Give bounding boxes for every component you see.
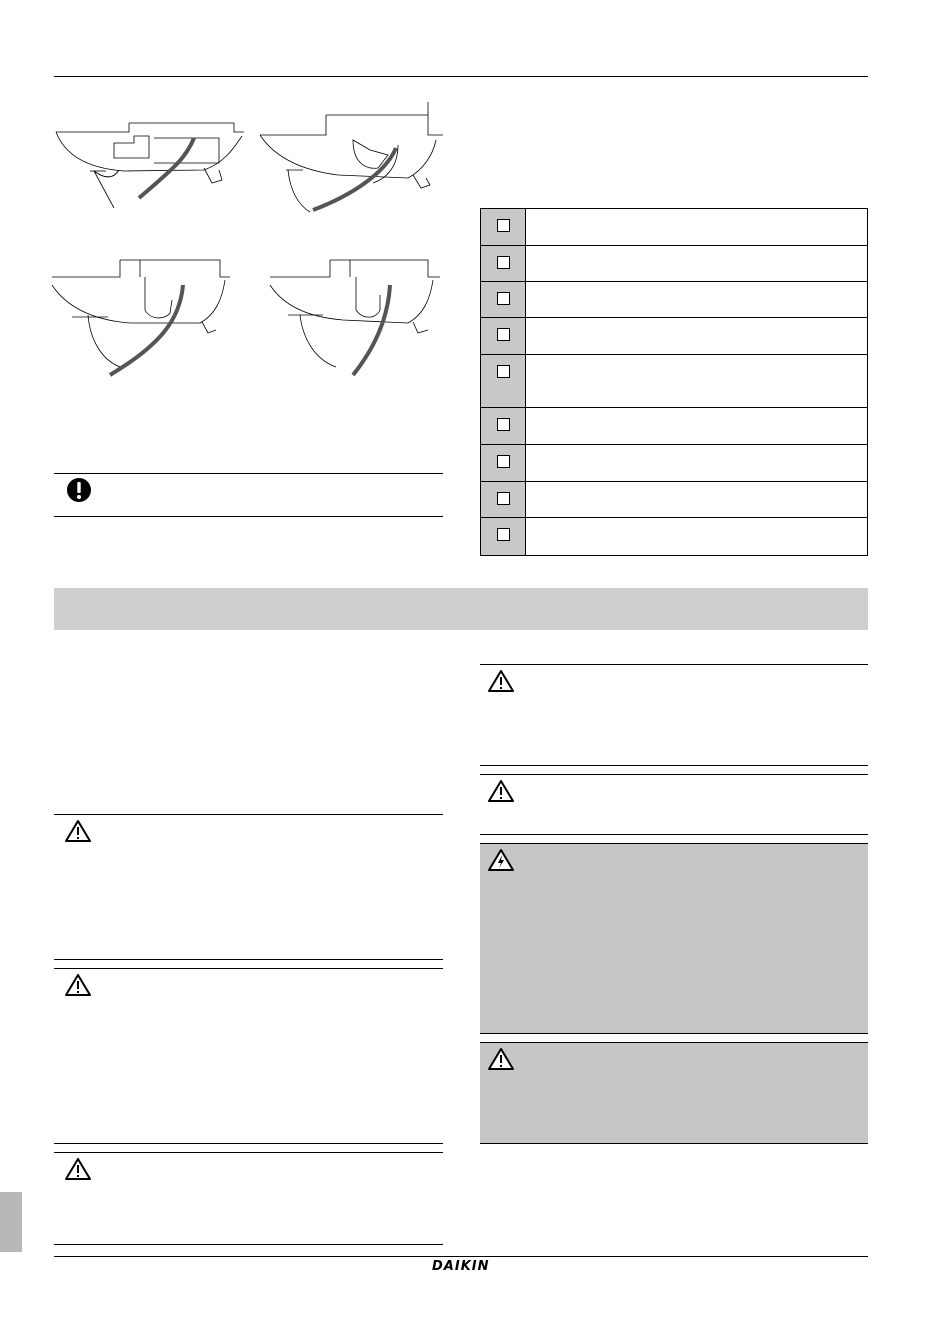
notice-bottom-rule — [54, 516, 443, 517]
warning-rule — [480, 1033, 868, 1034]
checklist-row-text — [526, 246, 867, 281]
language-side-tab — [0, 1192, 22, 1252]
checklist-row-text — [526, 355, 867, 407]
warning-triangle-icon — [64, 973, 92, 1002]
daikin-logo: DAIKIN — [432, 1259, 490, 1274]
checkbox[interactable] — [497, 256, 510, 269]
warning-triangle-icon — [64, 1157, 92, 1186]
checklist-row-text — [526, 282, 867, 317]
checklist-row-text — [526, 445, 867, 481]
warning-triangle-icon — [487, 669, 515, 698]
warning-rule — [480, 765, 868, 766]
warning-rule — [480, 1042, 868, 1043]
warning-rule — [480, 834, 868, 835]
figure-drain-angle-3 — [50, 255, 240, 380]
warning-rule — [480, 843, 868, 844]
warning-rule — [54, 968, 443, 969]
notice-top-rule — [54, 473, 443, 474]
header-rule — [54, 76, 868, 77]
exclamation-circle-icon — [66, 477, 92, 508]
warning-rule — [54, 1244, 443, 1245]
checkbox[interactable] — [497, 528, 510, 541]
warning-rule — [54, 1152, 443, 1153]
warning-rule — [480, 1143, 868, 1144]
checklist-row — [481, 318, 867, 355]
warning-rule — [54, 1143, 443, 1144]
checklist-row-text — [526, 209, 867, 245]
warning-rule — [54, 959, 443, 960]
warning-rule — [480, 774, 868, 775]
checklist-row — [481, 518, 867, 555]
checklist-row — [481, 482, 867, 518]
warning-rule — [480, 664, 868, 665]
warning-triangle-icon — [487, 1047, 515, 1076]
figure-drain-angle-4 — [268, 255, 443, 385]
checkbox[interactable] — [497, 328, 510, 341]
checklist-row-text — [526, 518, 867, 555]
checklist-row-text — [526, 408, 867, 444]
figure-drain-angle-2 — [258, 100, 443, 218]
footer-rule — [54, 1256, 868, 1257]
caution-panel — [480, 1042, 868, 1143]
checklist-row — [481, 355, 867, 408]
checklist-row — [481, 209, 867, 246]
checkbox[interactable] — [497, 418, 510, 431]
checkbox[interactable] — [497, 455, 510, 468]
checkbox[interactable] — [497, 219, 510, 232]
checklist-row — [481, 282, 867, 318]
warning-rule — [54, 814, 443, 815]
figure-drain-angle-1 — [54, 108, 244, 213]
checklist-table — [480, 208, 868, 556]
checklist-row — [481, 246, 867, 282]
checkbox[interactable] — [497, 492, 510, 505]
checklist-row — [481, 445, 867, 482]
warning-triangle-icon — [487, 779, 515, 808]
electrical-hazard-icon — [487, 848, 515, 877]
checklist-row-text — [526, 482, 867, 517]
checklist-row — [481, 408, 867, 445]
section-heading-band — [54, 588, 868, 630]
warning-triangle-icon — [64, 819, 92, 848]
checklist-row-text — [526, 318, 867, 354]
electrical-warning-panel — [480, 843, 868, 1033]
checkbox[interactable] — [497, 292, 510, 305]
checkbox[interactable] — [497, 365, 510, 378]
